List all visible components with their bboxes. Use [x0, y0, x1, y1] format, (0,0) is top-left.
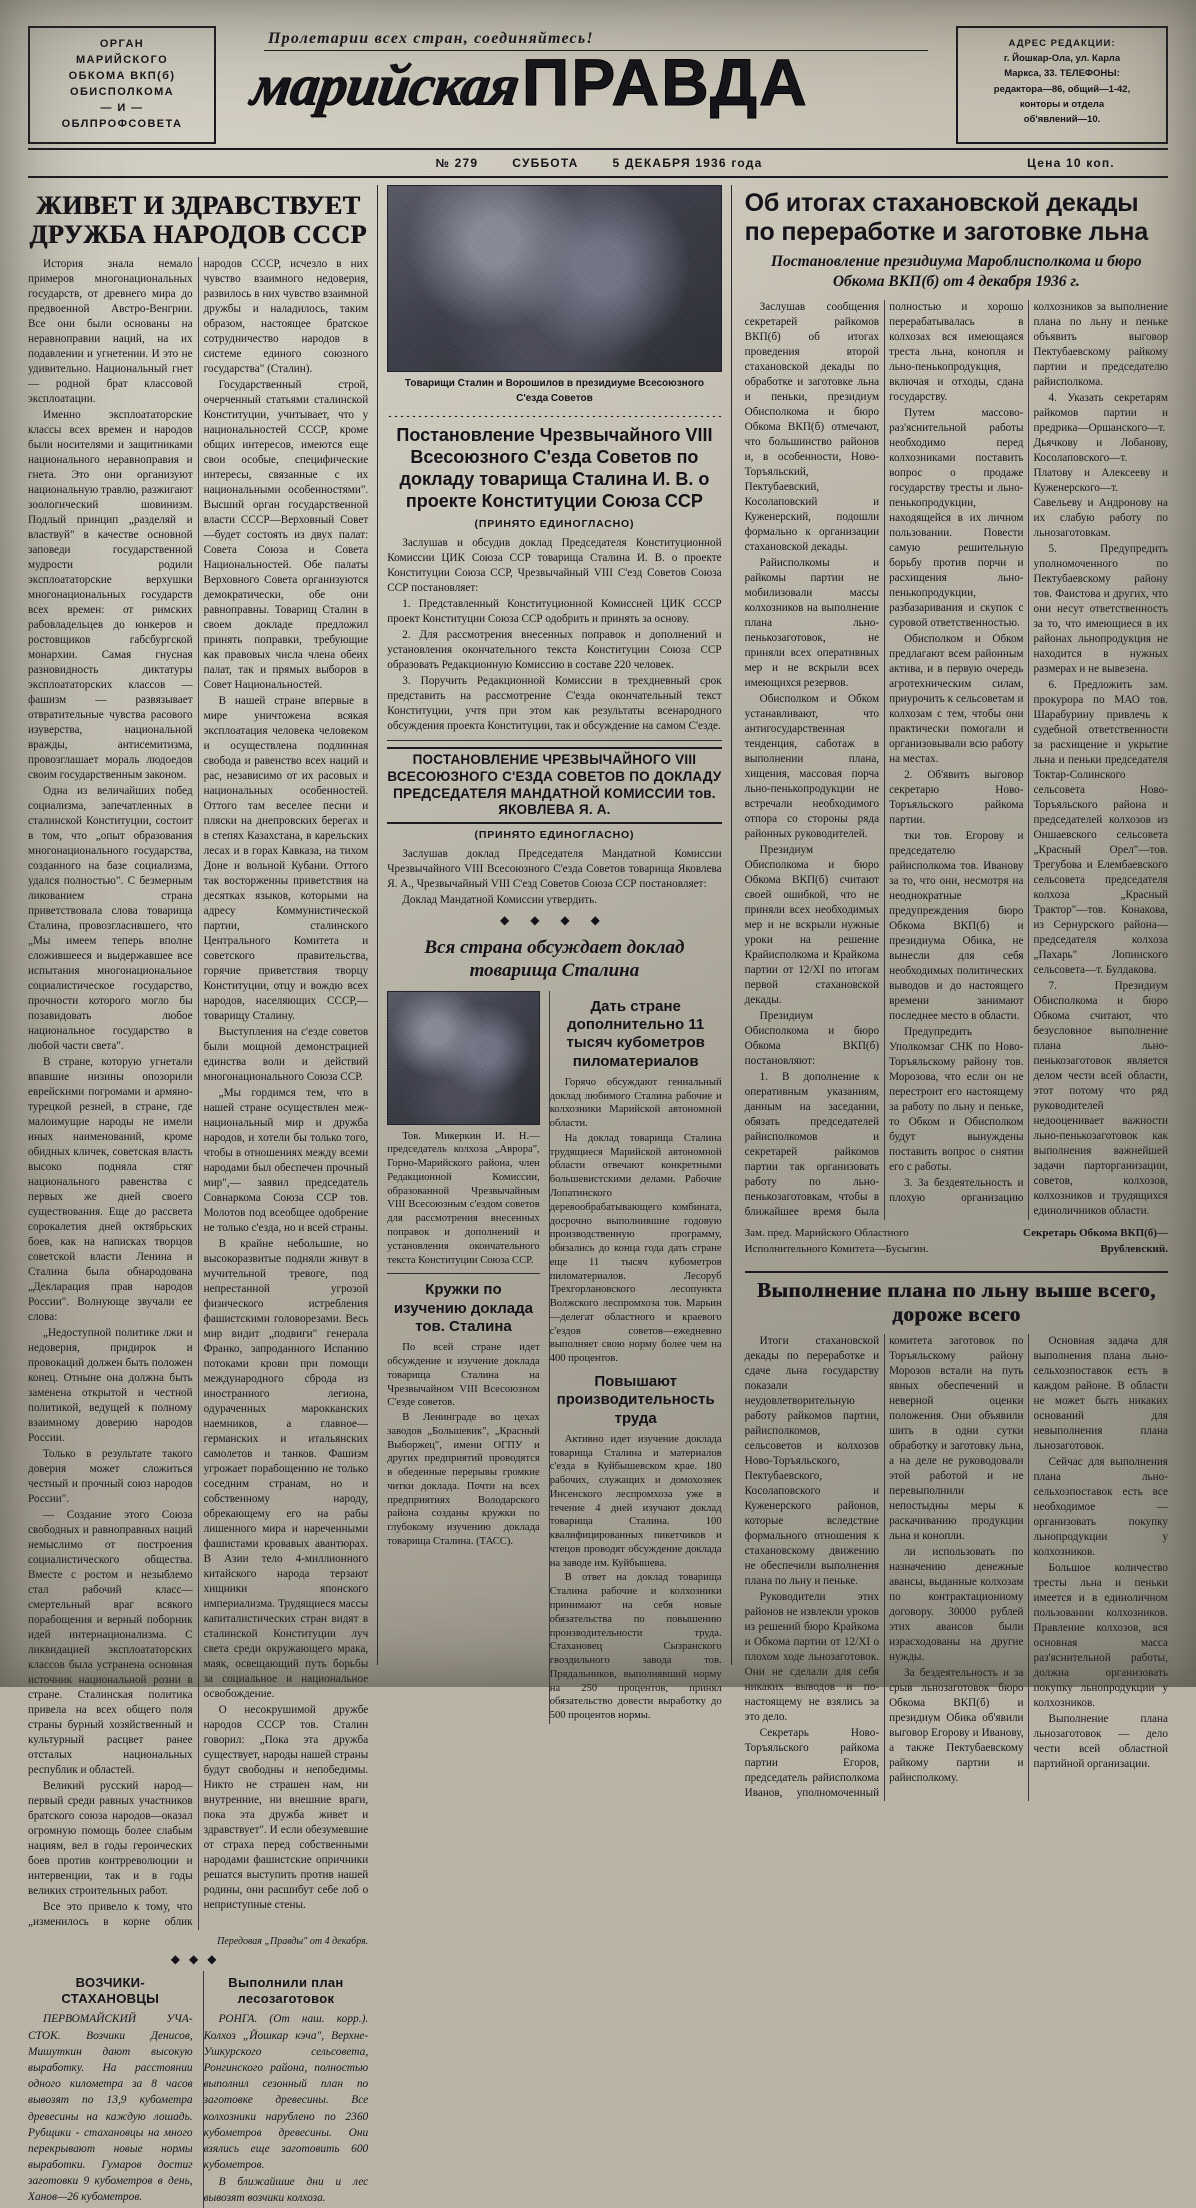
lead-para-12: „Мы гордимся тем, что в нашей стране осуществлен межнациональный мир и дружба народов, и хотели бы только того, чтобы в отношениях между всеми народами был обеспечен прочный мир",— заявил председатель Совнаркома Союза ССР тов. Молотов под всеобщее одобрение не только с'езда, но и всей страны. — [203, 1087, 369, 1235]
publisher-organ-box — [28, 26, 216, 144]
flax-para-2: Обисполком и Обком устанавливают, что антигосударственная тенденция, саботаж в выполнении плана, хищения, массовая порча льно-пенькопродукции не встречали необходимого отпора со стороны ряда районных руководителей. — [744, 693, 880, 841]
lead-para-10: В нашей стране впервые в мире уничтожена всякая эксплоатация человека человеком и осуществлена подлинная свобода и равенство всех наций и рас, независимо от их расовых и национальных особенностей. Оттого там веселее песни и пляски на днепровских берегах и в степях Казахстана, в карельских лесах и в горах Кавказа, на тихом Доне и вольной Кубани. Оттого так восторженны приветствия на десятках языков, которыми на адресу Коммунистической партии, сталинского Центрального Комитета и советского правительства, горячие приветствия творцу Конституции, отцу и вождю всех народов, населяющих СССР,—товарищу Сталину. — [203, 695, 369, 1023]
flax-plan-headline: Выполнение плана по льну выше всего, дороже всего — [756, 1278, 1156, 1326]
bottom-left-boxes — [28, 1971, 368, 2207]
decree1-headline: Постановление Чрезвычайного VIII Всесоюзного С'езда Советов по докладу товарища Сталина И. В. о проекте Конституции Союза ССР — [396, 425, 713, 511]
wavy-divider-1 — [387, 412, 721, 417]
weekday: СУББОТА — [512, 156, 579, 170]
lead-headline: ЖИВЕТ И ЗДРАВСТВУЕТ ДРУЖБА НАРОДОВ СССР — [29, 191, 367, 250]
section-title-country-discusses: Вся страна обсуждает доклад товарища Сталина — [424, 937, 685, 982]
productivity-para-1: В ответ на доклад товарища Сталина рабочие и колхозники принимают на себя новые обязательства по повышению производительности труда. Стахановец Сызранского гвоздильного завода тов. Прядальников, выполнявший норму на 250 процентов, принял обязательство довести выработку до 500 процентов нормы. — [549, 1572, 722, 1722]
flax-plan-para-5: Основная задача для выполнения плана льно-сельхозпоставок есть в каждом районе. В области не может быть никаких оснований для невыполнения плана льнозаготовок. — [1033, 1335, 1168, 1453]
flax-plan-para-0: Итоги стахановской декады по переработке и сдаче льна государству показали неудовлетворительную работу райкомов партии, райисполкомов, сельсоветов и колхозов Ново-Торъяльского, Пектубаевского, Косолаповского и Куженерского районов, которые вследствие формального отношения к стахановскому движению не обеспечили выполнения плана по льну и пеньке. — [744, 1335, 880, 1588]
diamond-divider-center: ◆ ◆ ◆ ◆ — [499, 913, 609, 928]
flax-para-0: Заслушав сообщения секретарей райкомов ВКП(б) об итогах проведения второй стахановской декады по обработке и заготовке льна и пеньки, президиум Обисполкома и бюро Обкома ВКП(б) отмечают, что большинство районов и, в особенности, Ново-Торъяльский, Пектубаевский, Косолаповский и Куженерский, подошли формально к организации стахановской декады. — [744, 301, 880, 554]
lead-para-6: — Создание этого Союза свободных и равноправных наций немыслимо от построения социалистического общества. Вместе с ростом и незыблемо стал рабочий класс—смертельный враг всякого порабощения и верный поборник идей интернационализма. С ликвидацией эксплоататорских классов была устранена основная источник национальной розни в стране. Сталинская политика привела на всех общего поля страны бурный хозяйственный и культурный расцвет ранее отсталых национальных республик и областей. — [28, 1509, 193, 1777]
column-center — [377, 185, 731, 1722]
organ-line-5: ОБЛПРОФСОВЕТА — [61, 117, 183, 130]
flax-plan-para-3: ли использовать по назначению денежные авансы, выданные колхозам по контрактационному договору. 30000 рублей этих авансов были израсходованы на другие нужды. — [889, 1546, 1024, 1664]
organ-line-2: ОБКОМА ВКП(б) — [68, 70, 176, 83]
flax-plan-para-7: Большое количество тресты льна и пеньки имеется и в единоличном пользовании колхозников. Правление колхозов, вся основная масса раз'яснительной работы, должна организовать покупку льнопродукции у колхозников. — [1033, 1562, 1168, 1710]
lead-article-credit: Передовая „Правды" от 4 декабря. — [217, 1936, 369, 1948]
flax-para-3: Президиум Обисполкома и бюро Обкома ВКП(б) считают своей ошибкой, что не приняли всех необходимых мер и не вскрыли нужные уроки на решение Крайисполкома и Крайкома партии от 12/XI по итогам первой стахановской декады. — [744, 844, 880, 1007]
lead-para-4: „Недоступной политике лжи и недоверия, придирок и провокаций должен быть положен конец. Отныне она должна быть заменена открытой и честной политикой, ведущей к полному взаимному доверию народов России. — [28, 1327, 193, 1445]
lead-article-body — [28, 257, 368, 1930]
divider-right-article2 — [745, 1271, 1168, 1273]
organ-line-1: МАРИЙСКОГО — [75, 54, 169, 67]
photo-caption-presidium: Товарищи Сталин и Ворошилов в президиуме Всесоюзного С'езда Советов — [404, 378, 704, 404]
masthead-center — [216, 26, 948, 144]
decree2-intro: Заслушав доклад Председателя Мандатной Комиссии Чрезвычайного VIII Всесоюзного С'езда Советов товарища Яковлева Я. А., Чрезвычайный VIII С'езд Советов Союза ССР постановляет: — [387, 848, 722, 891]
flax-col3-para-1: Предупредить Уполкомзаг СНК по Ново-Торъяльскому району тов. Морозова, что если он не перестроит его настоящему за работу по льну и пеньке, то Обком и Обисполком будут вынуждены поставить вопрос о снятии его с работы. — [889, 1026, 1024, 1174]
lumber-body — [550, 1076, 722, 1366]
productivity-headline: Повышают производительность труда — [556, 1372, 715, 1427]
divider-decree — [387, 740, 721, 741]
flax-plan-para-1: Руководители этих районов не извлекли уроков из решений бюро Крайкома и Обкома партии от 12/XI о плохом ходе льнозаготовок. Они не сделали для себя никаких выводов и по-настоящему не взялись за это дело. — [744, 1591, 880, 1724]
logo-script-word: марийская — [247, 52, 523, 118]
decree1-item-0: 1. Представленный Конституционной Комиссией ЦИК СССР проект Конституции Союза ССР одобрить и принять за основу. — [387, 597, 722, 625]
address-line-1: г. Йошкар-Ола, ул. Карла — [1003, 53, 1121, 65]
flax-col3-para-2: 3. За бездеятельность и плохую организацию колхозников за выполнение плана по льну и пеньке объявить выговор Пектубаевскому райкому партии и председателю райисполкома. — [889, 301, 1168, 1205]
flax-plan-para-8: Выполнение плана льнозаготовок — дело чести всей областной партийной организации. — [1033, 1713, 1168, 1771]
study-circles-para-0: По всей стране идет обсуждение и изучение доклада товарища Сталина на Чрезвычайном VIII Всесоюзном С'езде советов. — [387, 1342, 540, 1409]
box-carters-body — [28, 2011, 193, 2205]
lead-para-8: Все это привело к тому, что „изменилось в корне облик народов СССР, исчезло в них чувство взаимного недоверия, развилось в них чувство взаимной дружбы и наладилось, таким образом, настоящее братское сотрудничество народов в системе единого союзного государства" (Сталин). — [28, 258, 369, 1929]
box-carters-para: ПЕРВОМАЙСКИЙ УЧА-СТОК. Возчики Денисов, Мишуткин дают высокую выработку. На расстоянии одного километра за 8 часов вывозят по 13,9 кубометра древесины на каждую лошадь. Рубщики - стахановцы на много перекрывают новые нормы выработки. Гумаров достиг заготовки 9 кубометров в день, Ханов—26 кубометров. — [28, 2013, 193, 2204]
flax-plan-para-2: Секретарь Ново-Торъяльского райкома партии Егоров, председатель райисполкома Иванов, уполномоченный комитета заготовок по Торъяльскому району Морозов встали на путь явных обеспечений и неверной оценки положения. Они объявили шить в одни сутки обработку и заготовку льна, а на деле не руководовали этой работой и не перевыполнили непостыдны меры к раскачиванию продукции льна и конопли. — [744, 1335, 1024, 1800]
flax-plan-para-6: Сейчас для выполнения плана льно-сельхозпоставок есть все необходимое — организовать покупку льнопродукции у колхозников. — [1033, 1456, 1168, 1559]
flax-para-8: 2. Об'явить выговор секретарю Ново-Торъяльского райкома партии. — [889, 769, 1024, 827]
address-line-4: конторы и отдела — [1019, 98, 1105, 110]
divider-center-box — [387, 1273, 539, 1274]
box-logging-headline: Выполнили план лесозаготовок — [228, 1975, 344, 2006]
center-lower-right — [549, 991, 722, 1724]
study-circles-headline: Кружки по изучению доклада тов. Сталина — [393, 1281, 533, 1335]
productivity-para-0: Активно идет изучение доклада товарища Сталина и материалов с'езда в Куйбышевском крае. 180 рабочих, служащих и домохозяек Инсенского леспромхоза уже в течение 4 дней изучают доклад товарища Сталина. 100 квалифицированных пикетчиков и чтецов проводят обсуждение доклада на заводе им. Куйбышева. — [549, 1433, 722, 1569]
lumber-headline: Дать стране дополнительно 11 тысяч кубометров пиломатериалов — [566, 997, 705, 1070]
diamond-divider-left: ◆◆◆ — [170, 1952, 226, 1967]
editorial-address-box — [956, 26, 1168, 144]
decree1-unanimous: (ПРИНЯТО ЕДИНОГЛАСНО) — [474, 517, 635, 530]
flax-para-5: 1. В дополнение к оперативным указаниям, данным на заседании, обязать председателей райисполкомов и секретарей райкомов партии так организовать работу по льно-пенькозаготовкам, чтобы в ближайшее время была полностью и хорошо перерабатывалась в колхозах вся имеющаяся треста льна, конопля и льно-пенькопродукция, включая и отходы, сдана государству. — [744, 301, 1024, 1219]
datebar-middle — [204, 156, 974, 170]
logo-block-word: ПРАВДА — [521, 45, 809, 119]
flax-plan-para-4: За бездеятельность и за срыв льнозаготовок бюро Обкома ВКП(б) и президиум Обика об'явили выговор Егорову и Иванову, а также Пектубаевскому райкому партии и райисполкому. — [889, 1667, 1024, 1785]
portrait-caption-block — [387, 1130, 539, 1268]
flax-col3-para-4: 5. Предупредить уполномоченного по Пектубаевскому району тов. Фаистова и других, что они несут ответственность за то, что имеющиеся в их районах льнопродукция не находится в нужных размерах и не вывезена. — [1033, 543, 1168, 676]
box-carters-headline: ВОЗЧИКИ-СТАХАНОВЦЫ — [61, 1975, 160, 2006]
lead-para-2: Одна из величайших побед социализма, запечатленных в сталинской Конституции, состоит в том, что „опыт образования многонационального государства, созданного на базе социализма, удался полностью". С безмерным ликованием страна приветствовала слова товарища Сталина, провозгласившего, что „Мы имеем теперь вполне сложившееся и выдержавшее все испытания многонациональное социалистическое государство, прочности которого могло бы позавидовать любое национальное государство в любой части света". — [28, 785, 193, 1053]
lead-para-1: Именно эксплоататорские классы всех времен и народов были носителями и защитниками национального неравноправия и гнета. Это они организуют национальную травлю, разжигают зоологический шовинизм. Подлый принцип „разделяй и властвуй" в качестве основной заповеди государственной мудрости родили эксплоататорские верхушки многонациональных государств всех времен: от римских рабовладельцев до юнкеров и ростовщиков габсбургской монархии. Самая гнусная разновидность диктатуры эксплоататорских классов — фашизм — развязывает отвратительные чувства расового изуверства, национальной вражды, антисемитизма, провозглашает мораль людоедов своим государственным законом. — [28, 409, 193, 782]
address-line-3: редактора—86, общий—1-42, — [993, 83, 1131, 95]
organ-line-4: — И — — [100, 101, 144, 114]
address-line-5: об'явлений—10. — [1023, 113, 1101, 125]
flax-decree-headline: Об итогах стахановской декады по переработке и заготовке льна — [744, 189, 1149, 246]
issue-date-bar — [28, 148, 1168, 178]
flax-col3-para-6: 7. Президиум Обисполкома и бюро Обкома считают, что безусловное выполнение плана льно-пенькозаготовок является делом чести всей области, этот потому что ряд руководителей недооценивает важности льно-пенькозаготовок как выполнения важнейшей задачи парторганизации, советов, колхозов, колхозников и трудящихся единоличников области. — [1033, 980, 1168, 1218]
decree1-intro: Заслушав и обсудив доклад Председателя Конституционной Комиссии ЦИК Союза ССР товарища Сталина И. В. о проекте Конституции Союза ССР, Чрезвычайный VIII С'езд Советов Союза ССР постановляет: — [387, 536, 722, 594]
decree2-body — [387, 847, 721, 908]
lumber-para-1: На доклад товарища Сталина трудящиеся Марийской автономной области отвечают конкретными большевистскими делами. Рабочие Лопатинского деревообрабатывающего комбината, досрочно выполнившие годовую производственную программу, обязались до конца года дать стране еще 11 тысяч кубометров пиломатериалов. Лесоруб Трехгорлановского лесопункта Волжского леспромхоза тов. Марьин—делегат областного и краевого с'ездов советов—ежедневно выполняет свою норму более чем на 400 процентов. — [549, 1132, 722, 1365]
study-circles-para-1: В Ленинграде во цехах заводов „Большевик", „Красный Выборжец", имени ОГПУ и других предприятий проводятся в обеденные перерывы громкие читки доклада. Почти на всех предприятиях Володарского района созданы кружки по глубокому изучению доклада товарища Сталина. (ТАСС). — [387, 1412, 540, 1547]
body-grid — [28, 185, 1168, 2205]
organ-line-0: ОРГАН — [99, 38, 145, 51]
signature-busygin: Зам. пред. Марийского Областного Исполнительного Комитета—Бусыгин. — [744, 1227, 929, 1256]
signature-vrublevsky: Секретарь Обкома ВКП(б)—Врублевский. — [1023, 1227, 1168, 1256]
lumber-para-0: Горячо обсуждают гениальный доклад любимого Сталина рабочие и колхозники Марийской автономной области. — [549, 1076, 722, 1130]
decree1-item-1: 2. Для рассмотрения внесенных поправок и дополнений и установления окончательного текста Конституции Союза ССР образовать Редакционную Комиссию в составе 220 человек. — [387, 628, 722, 671]
newspaper-logo — [238, 45, 948, 119]
photo-stalin-voroshilov-presidium — [387, 185, 721, 372]
flax-decree-subhead: Постановление президиума Мароблисполкома и бюро Обкома ВКП(б) от 4 декабря 1936 г. — [771, 253, 1142, 291]
lead-para-14: О несокрушимой дружбе народов СССР тов. Сталин говорил: „Пока эта дружба существует, народы нашей страны будут свободны и непобедимы. Никто не страшен нам, ни внутренние, ни внешние враги, пока эта дружба живет и здравствует". И если обезумевшие от страха перед собственными народами фашистские опричники решатся выступить против нашей родины, они расшибут себе лоб о неприступные стены. — [203, 1704, 369, 1912]
lead-para-9: Государственный строй, очерченный статьями сталинской Конституции, учитывает, что у национальностей СССР, кроме общих интересов, имеются еще свои особые, специфические интересы, связанные с их национальными особенностями". Высший орган государственной власти СССР—Верховный Совет—будет состоять из двух палат: Совета Союза и Совета Национальностей. Обе палаты Верховного Совета организуются демократически, обе они равноправны. Товарищ Сталин в своем докладе предложил принять поправки, требующие как правовых числа члена обеих палат, так и прямых выборов в Совет Национальностей. — [203, 379, 369, 692]
issue-number: № 279 — [435, 156, 479, 170]
box-logging-para-0: РОНГА. (От наш. корр.). Колхоз „Йошкар кэча", Верхне-Ушкурского сельсовета, Ронгинского района, полностью выполнил сезонный план по заготовке древесины. Все колхозники нарублено по 2360 кубометров древесины. Они взялись еще заготовить 600 кубометров. — [203, 2013, 369, 2172]
center-lower-grid — [387, 991, 721, 1724]
decree2-item: Доклад Мандатной Комиссии утвердить. — [402, 894, 598, 907]
lead-para-11: Выступления на с'езде советов были мощной демонстрацией единства воли и действий многонационального Союза ССР. — [203, 1026, 369, 1084]
masthead — [28, 26, 1168, 144]
study-circles-body — [387, 1341, 539, 1548]
photo-mikerkin-portrait — [387, 991, 539, 1125]
flax-col3-para-5: 6. Предложить зам. прокурора по МАО тов. Шарабурину привлечь к судебной ответственности за расхищение и укрытие льна и пеньки председателя Токтар-Солинского сельсовета Ново-Торъяльского района и председателей колхозов из Оншаевского сельсовета „Красный Орел"—тов. Трегубова и Елембаевского сельсовета председателя колхоза „Красный Трактор"—тов. Конакова, из Сернурского района—председателя колхоза „Пахарь" Лопинского сельсовета—т. Булдакова. — [1033, 679, 1168, 977]
organ-line-3: ОБИСПОЛКОМА — [70, 86, 174, 98]
address-line-2: Маркса, 33. ТЕЛЕФОНЫ: — [1004, 68, 1120, 80]
flax-plan-body — [745, 1334, 1168, 1801]
box-logging-plan — [203, 1971, 369, 2207]
decree2-unanimous: (ПРИНЯТО ЕДИНОГЛАСНО) — [474, 829, 635, 842]
slogan: Пролетарии всех стран, соединяйтесь! — [268, 30, 594, 47]
flax-para-1: Райисполкомы и райкомы партии не мобилизовали массы колхозников на выполнение плана льно-пенькозаготовок, не приняли всех оперативных мер и не вскрыли всех имеющихся резервов. — [744, 557, 880, 690]
address-title: АДРЕС РЕДАКЦИИ: — [1008, 38, 1116, 49]
column-left — [28, 185, 369, 2205]
issue-date: 5 ДЕКАБРЯ 1936 года — [612, 156, 763, 170]
lead-para-7: Великий русский народ—первый среди равных участников братского союза народов—оказал огромную помощь более слабым нациям, вел в годы героических боев против контрреволюции и интервенции, так и в годы великих строительных работ. — [28, 1780, 193, 1898]
flax-para-7: Обисполком и Обком предлагают всем районным актива, и в первую очередь агротехническим силам, приурочить к сельсоветам и колхозам с тем, чтобы они практически помогали и организовывали всю работу на местах. — [889, 633, 1024, 766]
flax-para-4: Президиум Обисполкома и бюро Обкома ВКП(б) постановляют: — [744, 1010, 880, 1068]
portrait-caption: Тов. Микеркин И. Н.—председатель колхоза „Аврора", Горно-Марийского района, член Редакционной Комиссии, образованной Чрезвычайным VIII Всесоюзным с'ездом советов для рассмотрения внесенных поправок и дополнений и установления окончательного текста Конституции Союза ССР. — [387, 1130, 540, 1266]
lead-para-5: Только в результате такого доверия может сложиться честный и прочный союз народов России". — [28, 1448, 193, 1506]
box-logging-para-1: В ближайшие дни и лес вывозят возчики колхоза. — [203, 2176, 369, 2205]
box-logging-body — [204, 2011, 369, 2206]
box-carters — [28, 1971, 193, 2207]
lead-para-3: В стране, которую угнетали впавшие низины опозорили еврейскими погромами и армяно-турецкой резней, в стране, где малоимущие народы не имели иных наименований, кроме обидных кличек, советская власть высоко подняла стяг национального равенства с первых же дней своего существования. Еще до рассвета сорокалетия дней октябрьских боев, как на написках творцов советской власти Ленина и Сталина была обнародована „Декларация прав народов России". Волнующе звучали ее слова: — [28, 1056, 193, 1324]
productivity-body — [550, 1433, 722, 1723]
flax-para-6: Путем массово-раз'яснительной работы необходимо перед колхозниками поставить вопрос о продаже государству тресты и льно-пенькопродукции, находящейся в их личном пользовании. Повести самую решительную борьбу против порчи и расхищения льно-пенькопродукции, разбазаривания и скупок с суровой ответственностью. — [889, 407, 1024, 630]
decree2-headline: ПОСТАНОВЛЕНИЕ ЧРЕЗВЫЧАЙНОГО VIII ВСЕСОЮЗНОГО С'ЕЗДА СОВЕТОВ ПО ДОКЛАДУ ПРЕДСЕДАТЕЛЯ МАНДАТНОЙ КОМИССИИ тов. ЯКОВЛЕВА Я. А. — [387, 747, 721, 825]
price-label: Цена 10 коп. — [1027, 156, 1115, 170]
flax-signatures — [745, 1220, 1168, 1264]
flax-col3-para-3: 4. Указать секретарям райкомов партии и предрика—Оршанского—т. Дьячкову и Лобанову, Косолаповского—т. Платову и Алексееву и Куженерского—т. Савельеву и Андронову на их слабую работу по льнозаготовкам. — [1033, 392, 1168, 540]
lead-para-0: История знала немало примеров многонациональных государств, от древнего мира до предвоенной Австро-Венгрии. Все они были основаны на неравноправии наций, на их подавлении и угнетении. И это не удивительно. Национальный гнет — родной брат классовой эксплоатации. — [28, 258, 193, 406]
flax-col3-para-0: тки тов. Егорову и председателю райисполкома тов. Иванову за то, что они, несмотря на неоднократные предупреждения бюро Обкома ВКП(б) и президиума Обика, не вынесли для себя необходимых политических выводов и до настоящего времени занимают последнее место в области. — [889, 830, 1024, 1023]
decree1-item-2: 3. Поручить Редакционной Комиссии в трехдневный срок представить на рассмотрение С'езда окончательный текст Конституции, учтя при этом как результаты всенародного обсуждения проекта Конституции, так и обсуждение на самом С'езде. — [387, 674, 722, 732]
decree1-body — [387, 536, 721, 734]
lead-para-13: В крайне небольшие, но высокоразвитые подняли живут в мучительной тревоге, под непрестанной угрозой физического истребления фашистскими головорезами. Весь мир видит „подвиги" генерала Франко, запроданного Испанию потоками крови при помощи международного сброда из иностранного легиона, одураченных марокканских наемников, а главное—германских и итальянских самолетов и танков. Фашизм угрожает порабощению не только соседним странам, но и собственному народу, обрекающему его на рабы лишенного мира и нареченными фашистами кровавых авантюрах. В Азии тело 4-миллионного китайского народа терзают хищники японского империализма. Трудящиеся массы капиталистических стран видят в сталинской Конституции луч света среди окружающего мрака, маяк, освещающий путь борьбы за социальное и национальное освобождение. — [203, 1238, 369, 1701]
flax-decree-body — [745, 300, 1168, 1220]
center-lower-left — [387, 991, 539, 1724]
column-right — [741, 185, 1168, 1800]
